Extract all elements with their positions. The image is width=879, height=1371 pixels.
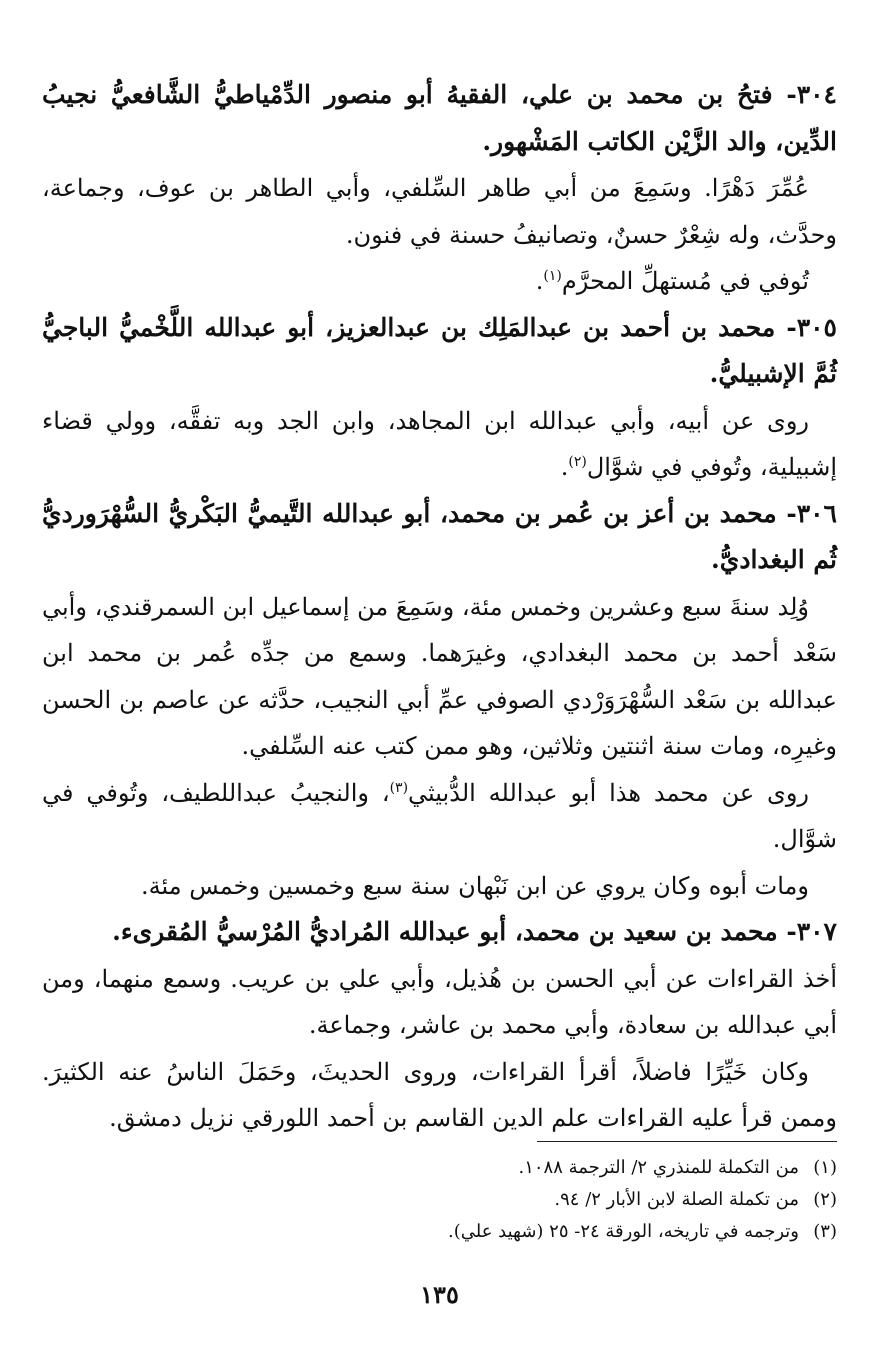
entry-title: فتحُ بن محمد بن علي، الفقيهُ أبو منصور الدِّمْياطيُّ الشَّافعيُّ نجيبُ الدِّين، والد الزَّيْن الكاتب المَشْهور. — [42, 80, 837, 156]
footnote-ref: (١) — [543, 268, 562, 284]
entry-title: محمد بن أعز بن عُمر بن محمد، أبو عبدالله التَّيميُّ البَكْريُّ السُّهْرَورديُّ ثُم البغداديُّ. — [42, 498, 837, 574]
footnote-ref: (٢) — [568, 454, 587, 470]
footnote-number: (٢) — [813, 1189, 837, 1210]
entry-number: ٣٠٤- — [786, 80, 837, 109]
entry-paragraph: عُمِّرَ دَهْرًا. وسَمِعَ من أبي طاهر السِّلفي، وأبي الطاهر بن عوف، وجماعة، وحدَّث، وله شِعْرٌ حسنٌ، وتصانيفُ حسنة في فنون. — [42, 174, 837, 249]
footnote-number: (٣) — [813, 1221, 837, 1242]
entry-paragraph: روى عن محمد هذا أبو عبدالله الدُّبيثي$^{(٣)}$، والنجيبُ عبداللطيف، وتُوفي في شوَّال. — [42, 778, 837, 853]
entry-number: ٣٠٦- — [786, 498, 837, 528]
entry-number: ٣٠٧- — [786, 917, 837, 946]
entry-number: ٣٠٥- — [786, 312, 837, 342]
entry-paragraph: وكان خَيِّرًا فاضلاً، أقرأ القراءات، وروى الحديثَ، وحَمَلَ الناسُ عنه الكثيرَ. وممن قرأ عليه القراءات علم الدين القاسم بن أحمد اللورقي نزيل دمشق. — [42, 1057, 837, 1132]
page-number: ١٣٥ — [420, 1280, 459, 1309]
footnote — [42, 1152, 837, 1184]
entry-paragraph: تُوفي في مُستهلِّ المحرَّم$^{(١)}$. — [535, 267, 809, 295]
entry-paragraph: أخذ القراءات عن أبي الحسن بن هُذيل، وأبي علي بن عريب. وسمع منهما، ومن أبي عبدالله بن سعادة، وأبي محمد بن عاشر، وجماعة. — [42, 964, 837, 1039]
footnote-text: من التكملة للمنذري ٢/ الترجمة ١٠٨٨. — [518, 1157, 799, 1178]
entry-heading-305 — [42, 305, 837, 398]
entry-paragraph: ومات أبوه وكان يروي عن ابن نَبْهان سنة سبع وخمسين وخمس مئة. — [140, 871, 809, 900]
main-text — [42, 72, 837, 1142]
footnote-text: من تكملة الصلة لابن الأبار ٢/ ٩٤. — [554, 1189, 799, 1210]
footnote-ref: (٣) — [389, 779, 409, 796]
footnote-number: (١) — [813, 1157, 837, 1178]
entry-heading-304 — [42, 72, 837, 165]
footnote — [42, 1184, 837, 1216]
entry-heading-307 — [42, 909, 837, 956]
footnotes — [42, 1152, 837, 1248]
footnote-text: وترجمه في تاريخه، الورقة ٢٤- ٢٥ (شهيد علي). — [448, 1221, 799, 1242]
entry-title: محمد بن سعيد بن محمد، أبو عبدالله المُراديُّ المُرْسيُّ المُقرىء. — [112, 917, 778, 946]
footnote — [42, 1216, 837, 1248]
entry-title: محمد بن أحمد بن عبدالمَلِك بن عبدالعزيز، أبو عبدالله اللَّخْميُّ الباجيُّ ثُمَّ الإشبيليُّ. — [42, 312, 837, 388]
entry-heading-306 — [42, 491, 837, 584]
entry-paragraph: وُلِد سنةَ سبع وعشرين وخمس مئة، وسَمِعَ من إسماعيل ابن السمرقندي، وأبي سَعْد أحمد بن محمد البغدادي، وغيرَهما. وسمع من جدِّه عُمر بن محمد ابن عبدالله بن سَعْد السُّهْرَوَرْدي الصوفي عمِّ أبي النجيب، حدَّثه عن عاصم بن الحسن وغيرِه، ومات سنة اثنتين وثلاثين، وهو ممن كتب عنه السِّلفي. — [42, 592, 837, 760]
entry-paragraph: روى عن أبيه، وأبي عبدالله ابن المجاهد، وابن الجد وبه تفقَّه، وولي قضاء إشبيلية، وتُوفي في شوَّال$^{(٢)}$. — [42, 406, 837, 481]
footnote-divider — [537, 1141, 837, 1142]
